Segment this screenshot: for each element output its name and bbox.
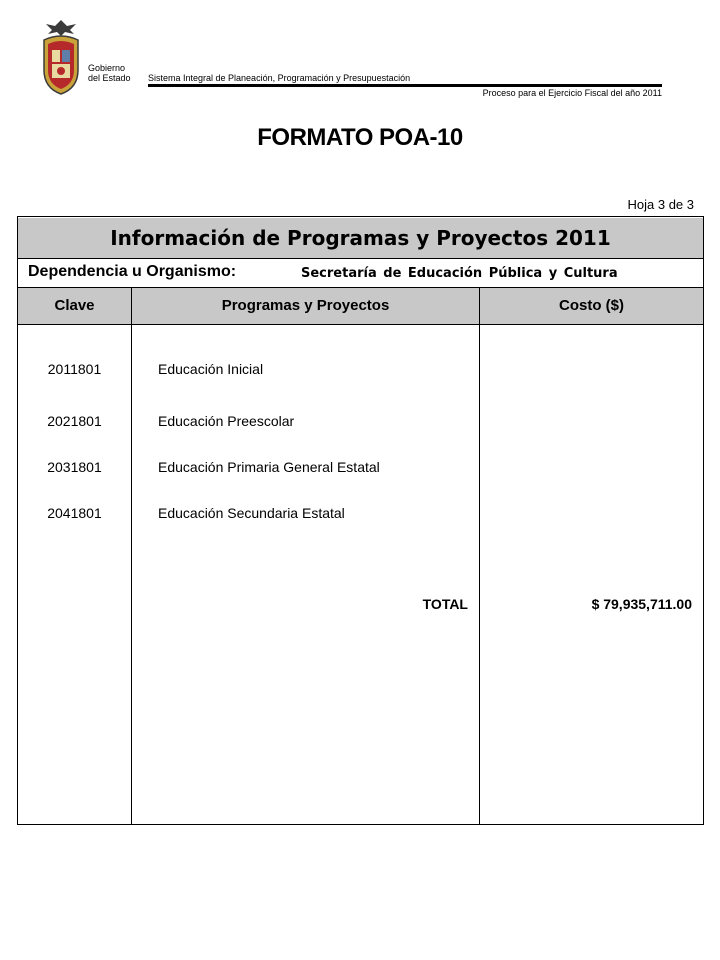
row-clave: 2041801 <box>47 505 102 521</box>
header-divider <box>148 84 662 87</box>
dependency-label: Dependencia u Organismo: <box>28 263 237 280</box>
government-label-line2: del Estado <box>88 73 131 83</box>
row-program: Educación Primaria General Estatal <box>158 459 380 475</box>
table-divider <box>18 258 703 259</box>
table-title: Información de Programas y Proyectos 2011 <box>18 218 703 258</box>
fiscal-process-label: Proceso para el Ejercicio Fiscal del año 2011 <box>482 88 662 98</box>
dependency-value: Secretaría de Educación Pública y Cultura <box>301 266 618 281</box>
row-program: Educación Preescolar <box>158 413 295 429</box>
row-clave: 2011801 <box>47 361 102 377</box>
row-program: Educación Secundaria Estatal <box>158 505 345 521</box>
government-label-line1: Gobierno <box>88 63 126 73</box>
state-coat-of-arms-icon <box>38 18 84 96</box>
total-label: TOTAL <box>422 596 468 612</box>
row-program: Educación Inicial <box>158 361 264 377</box>
format-title: FORMATO POA-10 <box>257 124 463 151</box>
column-divider <box>131 288 132 825</box>
sheet-number: Hoja 3 de 3 <box>627 197 694 212</box>
table-divider <box>18 324 703 325</box>
column-header-clave: Clave <box>54 297 95 314</box>
total-value: $ 79,935,711.00 <box>591 596 692 612</box>
column-header-cost: Costo ($) <box>559 297 624 314</box>
column-divider <box>479 288 480 825</box>
row-clave: 2031801 <box>47 459 102 475</box>
column-header-programs: Programas y Proyectos <box>221 297 390 314</box>
system-title: Sistema Integral de Planeación, Programación y Presupuestación <box>148 73 411 83</box>
row-clave: 2021801 <box>47 413 102 429</box>
